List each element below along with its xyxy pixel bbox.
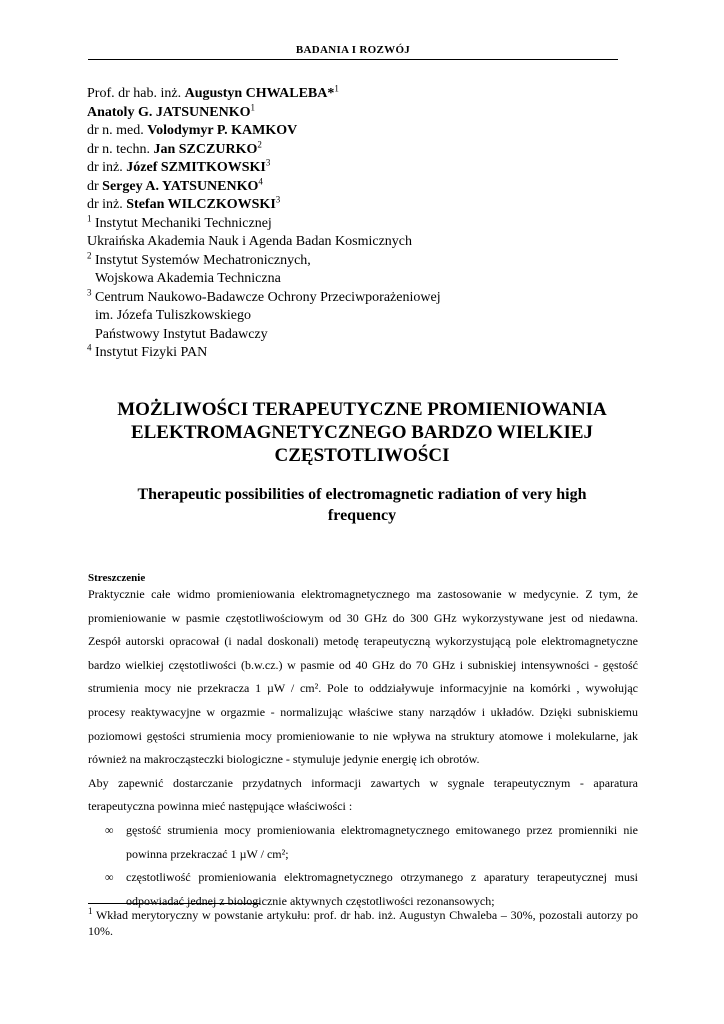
- title-english-line: frequency: [327, 507, 397, 524]
- author-prefix: dr n. techn.: [87, 141, 154, 157]
- body-line: Aby zapewnić dostarczanie przydatnych informacji zawartych w sygnale terapeutycznym - aparatura: [88, 775, 638, 790]
- affiliation-text: Instytut Systemów Mechatronicznych,: [95, 252, 311, 268]
- affiliation-line: [87, 326, 647, 345]
- header-rule: [88, 59, 618, 60]
- author-line: [87, 196, 647, 215]
- affiliation-line: [87, 286, 647, 308]
- affiliation-line: [87, 249, 647, 271]
- author-name: Anatoly G. JATSUNENKO: [87, 104, 251, 120]
- author-prefix: dr: [87, 178, 103, 194]
- author-line: [87, 101, 647, 123]
- bullet-text: gęstość strumienia mocy promieniowania elektromagnetycznego emitowanego przez promienniki nie: [126, 822, 638, 837]
- bullet-item-line: [88, 819, 638, 843]
- affiliation-sup: 2: [87, 249, 92, 260]
- author-sup: 2: [257, 138, 262, 149]
- author-name: Jan SZCZURKO: [153, 141, 258, 157]
- author-prefix: dr inż.: [87, 160, 127, 175]
- author-line: [87, 175, 647, 197]
- affiliation-text: Centrum Naukowo-Badawcze Ochrony Przeciwporażeniowej: [95, 289, 441, 305]
- body-line: poziomowi gęstości strumienia mocy promieniowanie to nie wpływa na struktury atomowe i molekularne, jak: [88, 728, 638, 743]
- affiliation-text: Państwowy Instytut Badawczy: [95, 326, 268, 342]
- title-polish-line: ELEKTROMAGNETYCZNEGO BARDZO WIELKIEJ: [130, 422, 594, 443]
- authors-block: [87, 85, 647, 363]
- bullet-item-line: [88, 866, 638, 890]
- author-sup: 3: [265, 157, 271, 168]
- author-line: [87, 159, 647, 178]
- affiliation-text: Instytut Fizyki PAN: [95, 345, 208, 360]
- author-line: [87, 122, 647, 141]
- author-line: [87, 85, 647, 104]
- author-name: Augustyn CHWALEBA*: [184, 86, 335, 101]
- abstract-heading: Streszczenie: [88, 572, 146, 584]
- author-sup: 4: [258, 175, 263, 186]
- infinity-bullet-icon: ∞: [105, 822, 114, 837]
- affiliation-line: [87, 233, 647, 252]
- author-name: Sergey A. YATSUNENKO: [102, 178, 259, 194]
- author-line: [87, 138, 647, 160]
- author-sup: 1: [334, 83, 339, 94]
- affiliation-line: [87, 344, 647, 363]
- bullet-item-line: [88, 843, 638, 867]
- infinity-bullet-icon: ∞: [105, 870, 114, 885]
- author-name: Józef SZMITKOWSKI: [126, 160, 266, 175]
- body-line: Zespół autorski opracował (i nadal doskonali) metodę terapeutyczną wykorzystującą pole elektromagnetyczne: [88, 634, 638, 649]
- body-line: Praktycznie całe widmo promieniowania elektromagnetycznego ma zastosowanie w medycynie. Z tym, że: [88, 587, 638, 601]
- body-line: terapeutyczna powinna mieć następujące właściwości :: [88, 799, 353, 814]
- bullet-text: powinna przekraczać 1 µW / cm²;: [126, 846, 289, 861]
- affiliation-text: im. Józefa Tuliszkowskiego: [95, 308, 251, 323]
- body-line: promieniowanie w pasmie częstotliwościowym od 30 GHz do 300 GHz wykorzystywane jest od niedawna.: [88, 610, 638, 625]
- affiliation-line: [87, 270, 647, 289]
- affiliation-text: Wojskowa Akademia Techniczna: [95, 271, 281, 286]
- title-polish: [88, 398, 636, 467]
- body-line: bardzo wielkiej częstotliwości (b.w.cz.) w pasmie od 40 GHz do 70 GHz i subniskiej intensywności - gęstość: [88, 657, 638, 672]
- body-line: strumienia mocy nie przekracza 1 µW / cm². Pole to oddziaływuje informacyjnie na komórki , wywołując: [88, 681, 638, 696]
- bullet-text: częstotliwość promieniowania elektromagnetycznego otrzymanego z aparatury terapeutycznej musi: [126, 870, 638, 885]
- footnote-rule: [88, 903, 260, 904]
- body-line: również na makrocząsteczki biologiczne - stymuluje jedynie energię ich obrotów.: [88, 752, 480, 767]
- author-prefix: dr n. med.: [87, 123, 148, 138]
- affiliation-sup: 1: [87, 212, 92, 223]
- affiliation-text: Ukraińska Akademia Nauk i Agenda Badan Kosmicznych: [87, 234, 413, 249]
- running-head: BADANIA I ROZWÓJ: [295, 44, 411, 56]
- author-sup: 3: [275, 194, 281, 205]
- author-name: Volodymyr P. KAMKOV: [147, 123, 298, 138]
- author-name: Stefan WILCZKOWSKI: [126, 197, 276, 212]
- author-prefix: dr inż.: [87, 197, 127, 212]
- affiliation-text: Instytut Mechaniki Technicznej: [95, 215, 272, 231]
- title-english-line: Therapeutic possibilities of electromagnetic radiation of very high: [137, 486, 587, 503]
- bullet-text: odpowiadać jednej z biologicznie aktywnych częstotliwości rezonansowych;: [126, 893, 495, 908]
- title-polish-line: CZĘSTOTLIWOŚCI: [274, 445, 450, 466]
- author-prefix: Prof. dr hab. inż.: [87, 86, 185, 101]
- affiliation-line: [87, 212, 647, 234]
- title-english: [88, 484, 636, 526]
- affiliation-line: [87, 307, 647, 326]
- title-polish-line: MOŻLIWOŚCI TERAPEUTYCZNE PROMIENIOWANIA: [117, 399, 607, 420]
- affiliation-sup: 3: [87, 286, 92, 297]
- footnote-text: Wkład merytoryczny w powstanie artykułu: prof. dr hab. inż. Augustyn Chwaleba – 30%, pozostali autorzy po 10%.: [88, 908, 638, 938]
- footnote: [88, 907, 638, 939]
- body-line: procesy reaktywacyjne w orgazmie - normalizując właściwe stany narządów i układów. Dzięki subniskiemu: [88, 704, 638, 719]
- author-sup: 1: [250, 101, 255, 112]
- abstract-body: [88, 583, 638, 913]
- footnote-sup: 1: [88, 906, 93, 916]
- affiliation-sup: 4: [87, 342, 92, 353]
